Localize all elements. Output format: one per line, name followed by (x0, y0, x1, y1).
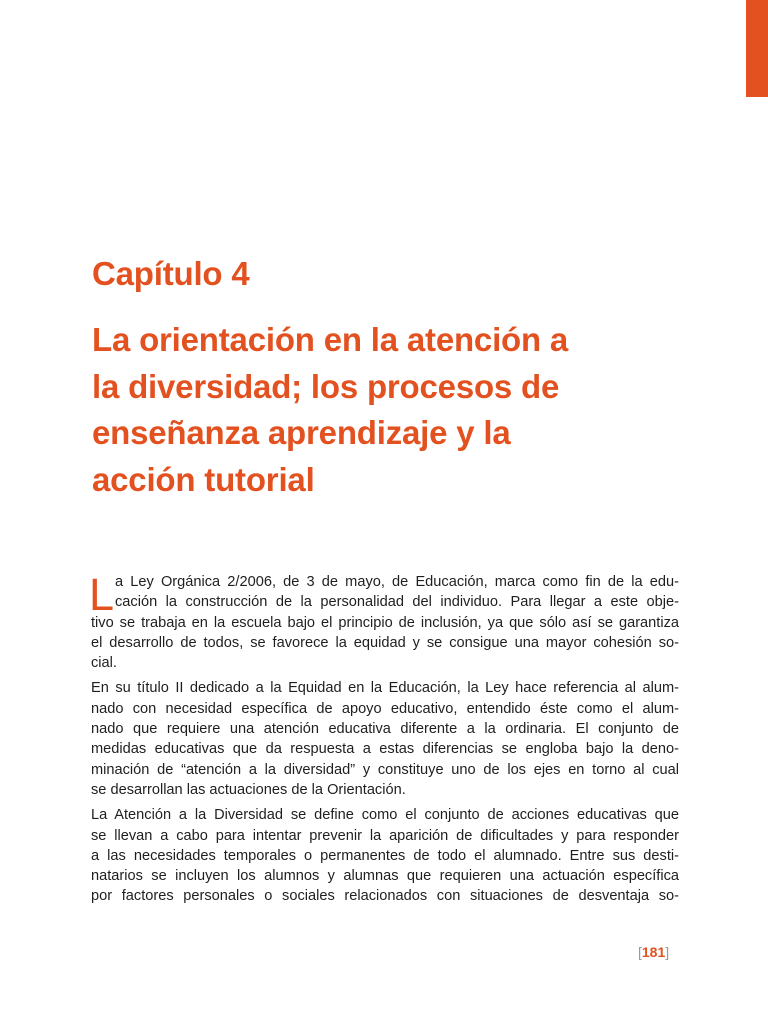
text-line: natarios se incluyen los alumnos y alumnas que requieren una actuación específica (91, 868, 679, 885)
chapter-label: Capítulo 4 (92, 255, 250, 292)
paragraph (91, 678, 679, 800)
body-text (89, 569, 679, 912)
text-line: cial. (91, 655, 117, 672)
text-line: se desarrollan las actuaciones de la Orientación. (91, 781, 406, 798)
chapter-title-line: enseñanza aprendizaje y la (92, 414, 511, 451)
page-number-open-bracket: [ (638, 944, 642, 960)
text-line: tivo se trabaja en la escuela bajo el principio de inclusión, ya que sólo así se garantiza (91, 614, 679, 631)
chapter-title-line: La orientación en la atención a (92, 321, 569, 358)
text-line: medidas educativas que da respuesta a estas diferencias se engloba bajo la deno- (91, 741, 679, 758)
chapter-corner-tab (746, 0, 768, 97)
text-line: En su título II dedicado a la Equidad en la Educación, la Ley hace referencia al alum- (91, 680, 679, 697)
text-line: por factores personales o sociales relacionados con situaciones de desventaja so- (91, 888, 679, 905)
page-number-close-bracket: ] (665, 944, 670, 960)
chapter-title-line: la diversidad; los procesos de (92, 367, 560, 405)
text-line: a las necesidades temporales o permanentes de todo el alumnado. Entre sus desti- (91, 847, 679, 864)
text-line: el desarrollo de todos, se favorece la equidad y se consigue una mayor cohesión so- (91, 634, 679, 651)
page-number-value: 181 (641, 944, 666, 960)
chapter-title (92, 317, 692, 503)
text-line: nado que requiere una atención educativa diferente a la ordinaria. El conjunto de (91, 721, 679, 738)
paragraph (91, 805, 679, 906)
text-line: a Ley Orgánica 2/2006, de 3 de mayo, de Educación, marca como fin de la edu- (115, 574, 679, 590)
text-line: nado con necesidad específica de apoyo educativo, entendido éste como el alum- (91, 700, 679, 717)
drop-cap: L (89, 569, 115, 620)
text-line: cación la construcción de la personalidad del individuo. Para llegar a este obje- (115, 594, 679, 611)
text-line: se llevan a cabo para intentar prevenir la aparición de dificultades y para responder (91, 827, 679, 844)
text-line: minación de “atención a la diversidad” y constituye uno de los ejes en torno al cual (91, 761, 679, 778)
paragraph (89, 569, 679, 673)
text-line: La Atención a la Diversidad se define como el conjunto de acciones educativas que (91, 807, 679, 824)
page-number (638, 944, 669, 960)
chapter-title-line: acción tutorial (92, 460, 315, 498)
